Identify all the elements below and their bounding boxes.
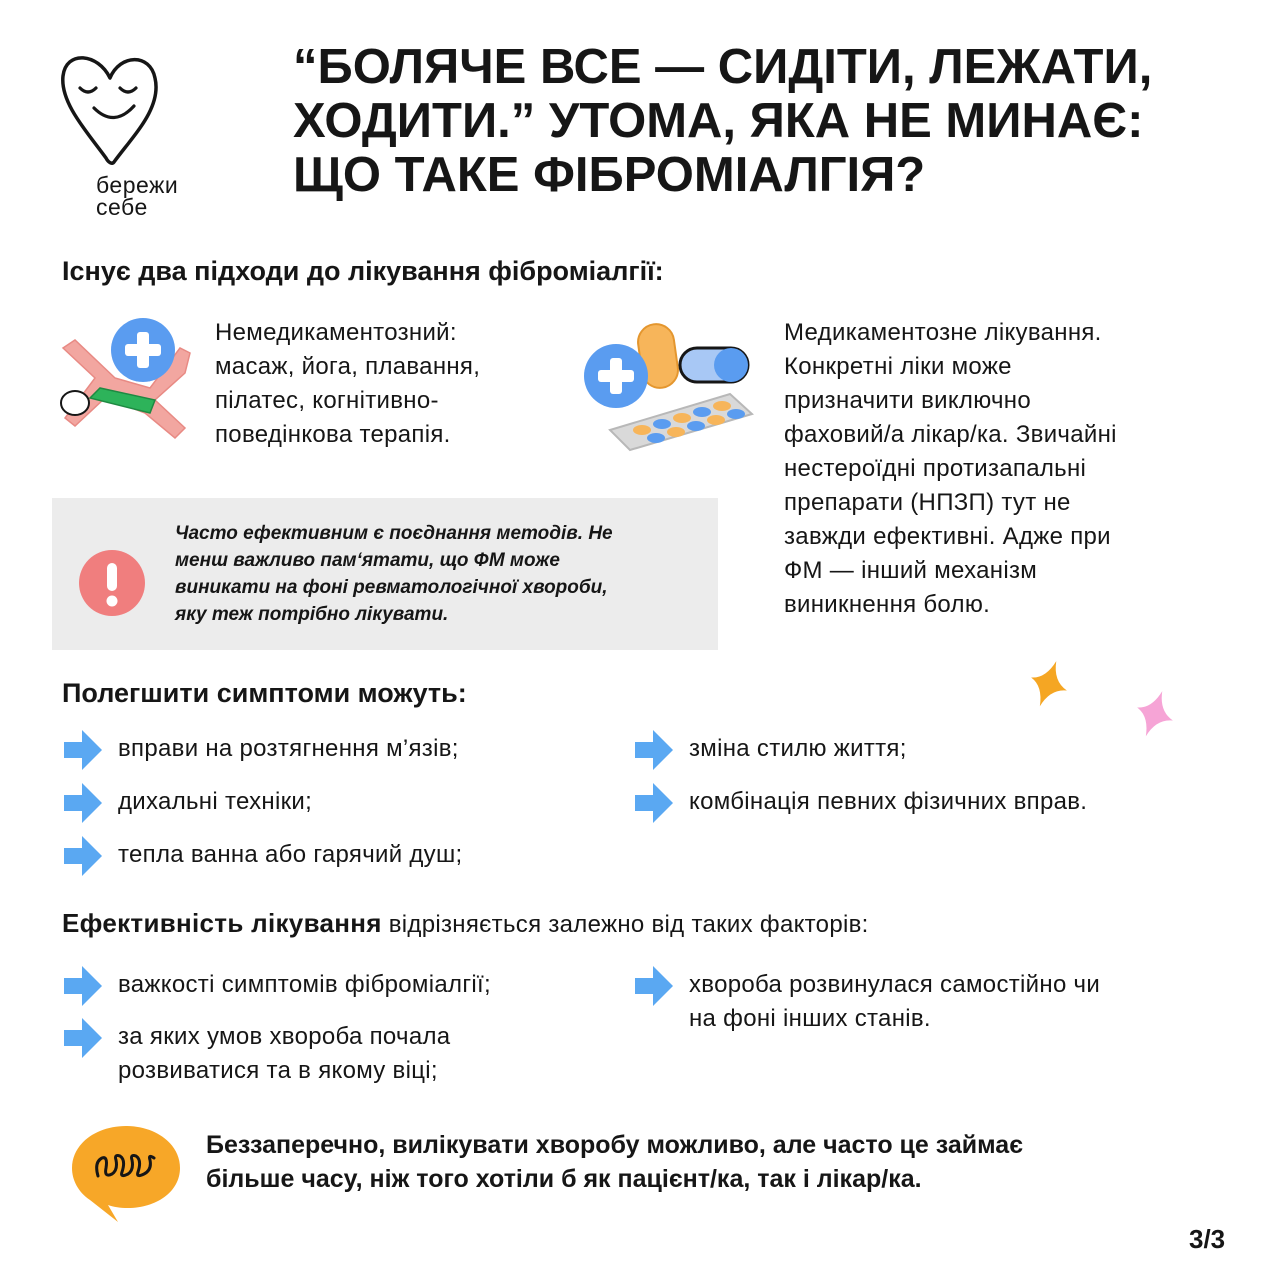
med-line: завжди ефективні. Адже при [784,523,1111,550]
med-line: препарати (НПЗП) тут не [784,489,1071,516]
sparkle-icon [1028,658,1070,710]
warning-icon [79,550,145,616]
page-title [293,40,1253,202]
symptom-text: вправи на розтягнення м’язів; [118,735,459,762]
med-line: фаховий/а лікар/ка. Звичайні [784,421,1117,448]
symptom-text: дихальні техніки; [118,788,313,815]
med-line: нестероїдні протизапальні [784,455,1087,482]
non-med-line: поведінкова терапія. [215,421,451,448]
pills-illustration [580,322,755,452]
note-line: Часто ефективним є поєднання методів. Не [175,523,613,544]
factor-item [633,968,1100,1036]
factor-text [118,1020,450,1088]
efficiency-heading-rest: відрізняється залежно від таких факторів: [381,911,869,938]
non-med-line: пілатес, когнітивно- [215,387,439,414]
conclusion-text [206,1128,1023,1196]
factor-text-line: хвороба розвинулася самостійно чи [689,971,1101,998]
heart-smile-icon [58,48,168,173]
symptom-text: комбінація певних фізичних вправ. [689,788,1088,815]
symptom-text: зміна стилю життя; [689,735,907,762]
non-med-line: масаж, йога, плавання, [215,353,481,380]
efficiency-heading [62,908,869,939]
person-yoga-illustration [55,318,195,453]
note-line: виникати на фоні ревматологічної хвороби, [175,577,608,598]
factor-item [62,1020,450,1088]
speech-bubble-icon [68,1122,184,1224]
conclusion-line: Беззаперечно, вилікувати хворобу можливо, але часто це займає [206,1131,1024,1159]
symptoms-heading: Полегшити симптоми можуть: [62,678,467,708]
brand-name-line1: бережи [96,172,179,198]
title-line2: ХОДИТИ.” УТОМА, ЯКА НЕ МИНАЄ: [293,94,1144,148]
symptom-item [62,732,459,772]
med-line: призначити виключно [784,387,1032,414]
title-line1: “БОЛЯЧЕ ВСЕ — СИДІТИ, ЛЕЖАТИ, [293,40,1153,94]
med-line: ФМ — інший механізм [784,557,1038,584]
non-med-line: Немедикаментозний: [215,319,457,346]
med-line: Конкретні ліки може [784,353,1012,380]
arrow-right-icon [62,964,104,1008]
arrow-right-icon [633,964,675,1008]
symptom-item [633,732,907,772]
conclusion-line: більше часу, ніж того хотіли б як пацієнт/ка, так і лікар/ка. [206,1165,922,1193]
arrow-right-icon [62,781,104,825]
arrow-right-icon [633,781,675,825]
title-line3: ЩО ТАКЕ ФІБРОМІАЛГІЯ? [293,148,926,202]
note-line: яку теж потрібно лікувати. [175,604,449,625]
brand-logo [58,48,218,228]
med-line: Медикаментозне лікування. [784,319,1102,346]
brand-name-line2: себе [96,194,148,220]
symptom-text: тепла ванна або гарячий душ; [118,841,463,868]
arrow-right-icon [62,834,104,878]
factor-text: важкості симптомів фіброміалгії; [118,971,491,998]
arrow-right-icon [62,728,104,772]
arrow-right-icon [62,1016,104,1060]
medication-description [784,316,1117,622]
symptom-item [62,838,463,878]
note-box [52,498,718,650]
brand-name [96,174,178,218]
page-number: 3/3 [1189,1224,1226,1254]
symptom-item [62,785,312,825]
factor-text-line: за яких умов хвороба почала [118,1023,451,1050]
med-line: виникнення болю. [784,591,991,618]
factor-item [62,968,491,1008]
factor-text-line: на фоні інших станів. [689,1005,931,1032]
symptom-item [633,785,1087,825]
arrow-right-icon [633,728,675,772]
sparkle-icon [1134,688,1176,740]
factor-text [689,968,1100,1036]
factor-text-line: розвиватися та в якому віці; [118,1057,438,1084]
efficiency-heading-bold: Ефективність лікування [62,908,382,938]
approaches-heading: Існує два підходи до лікування фіброміалгії: [62,256,664,286]
non-medication-description [215,316,480,452]
note-line: менш важливо пам‘ятати, що ФМ може [175,550,560,571]
note-text [175,520,613,628]
